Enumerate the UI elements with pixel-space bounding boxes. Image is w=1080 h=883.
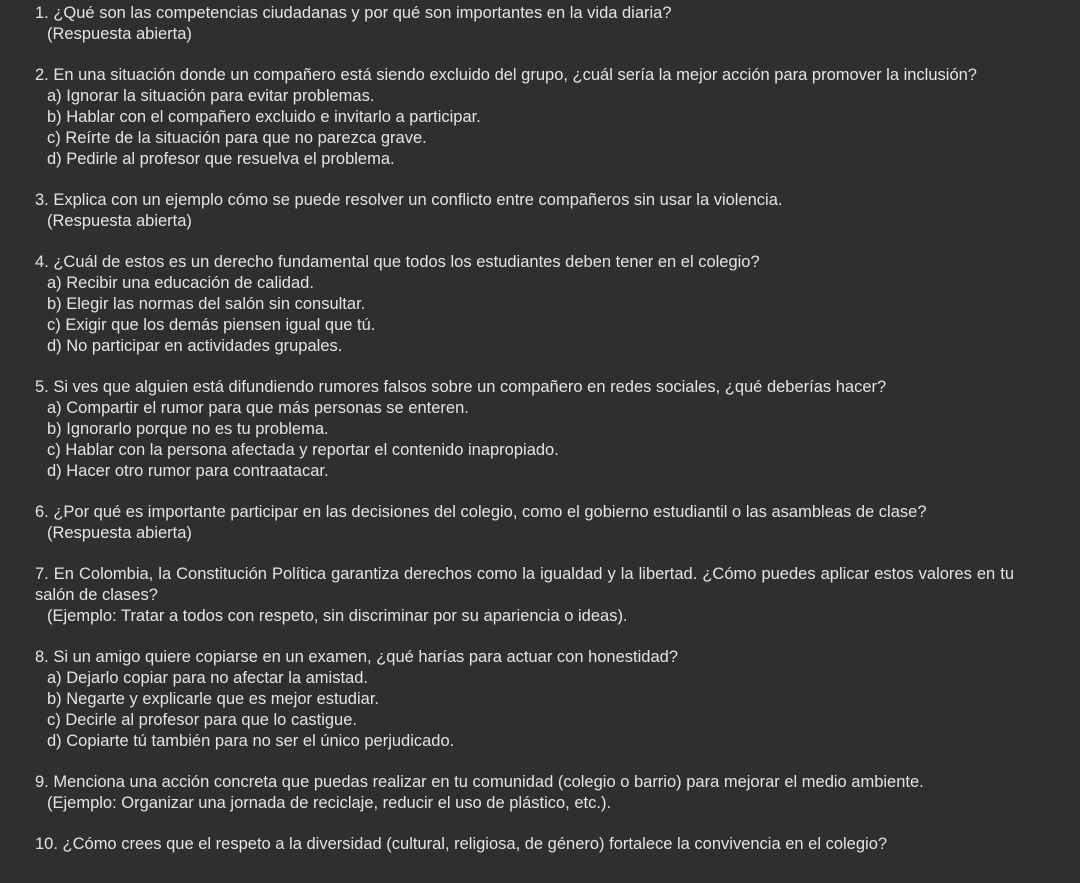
option-c: c) Reírte de la situación para que no parezca grave.	[47, 129, 427, 147]
question-text: 5. Si ves que alguien está difundiendo rumores falsos sobre un compañero en redes sociales, ¿qué deberías hacer?	[35, 378, 887, 396]
spacer	[35, 814, 1014, 834]
question-9	[35, 772, 1014, 814]
spacer	[35, 170, 1014, 190]
question-text: 10. ¿Cómo crees que el respeto a la diversidad (cultural, religiosa, de género) fortalece la convivencia en el colegio?	[35, 835, 888, 853]
spacer	[35, 544, 1014, 564]
option-a: a) Ignorar la situación para evitar problemas.	[47, 87, 375, 105]
question-text: 2. En una situación donde un compañero está siendo excluido del grupo, ¿cuál sería la mejor acción para promover la inclusión?	[35, 66, 977, 84]
answer-note: (Respuesta abierta)	[47, 524, 192, 542]
option-d: d) No participar en actividades grupales.	[47, 337, 343, 355]
question-text: 9. Menciona una acción concreta que puedas realizar en tu comunidad (colegio o barrio) para mejorar el medio ambiente.	[35, 773, 924, 791]
spacer	[35, 752, 1014, 772]
spacer	[35, 45, 1014, 65]
question-text: 6. ¿Por qué es importante participar en las decisiones del colegio, como el gobierno estudiantil o las asambleas de clase?	[35, 503, 927, 521]
question-text: 3. Explica con un ejemplo cómo se puede resolver un conflicto entre compañeros sin usar la violencia.	[35, 191, 783, 209]
option-b: b) Hablar con el compañero excluido e invitarlo a participar.	[47, 108, 481, 126]
answer-note: (Respuesta abierta)	[47, 25, 192, 43]
question-7	[35, 564, 1014, 627]
answer-note: (Ejemplo: Organizar una jornada de reciclaje, reducir el uso de plástico, etc.).	[47, 794, 612, 812]
option-d: d) Hacer otro rumor para contraatacar.	[47, 462, 329, 480]
option-d: d) Copiarte tú también para no ser el único perjudicado.	[47, 732, 455, 750]
option-a: a) Recibir una educación de calidad.	[47, 274, 314, 292]
spacer	[35, 357, 1014, 377]
question-text: 8. Si un amigo quiere copiarse en un examen, ¿qué harías para actuar con honestidad?	[35, 648, 678, 666]
spacer	[35, 232, 1014, 252]
question-text: 7. En Colombia, la Constitución Política garantiza derechos como la igualdad y la libertad. ¿Cómo puedes aplicar estos valores en tu salón de clases?	[35, 565, 1014, 604]
answer-note: (Ejemplo: Tratar a todos con respeto, sin discriminar por su apariencia o ideas).	[47, 607, 628, 625]
option-c: c) Decirle al profesor para que lo castigue.	[47, 711, 357, 729]
option-a: a) Compartir el rumor para que más personas se enteren.	[47, 399, 469, 417]
option-c: c) Hablar con la persona afectada y reportar el contenido inapropiado.	[47, 441, 559, 459]
question-1	[35, 3, 1014, 45]
option-d: d) Pedirle al profesor que resuelva el problema.	[47, 150, 395, 168]
option-b: b) Elegir las normas del salón sin consultar.	[47, 295, 366, 313]
option-a: a) Dejarlo copiar para no afectar la amistad.	[47, 669, 368, 687]
option-b: b) Ignorarlo porque no es tu problema.	[47, 420, 329, 438]
option-c: c) Exigir que los demás piensen igual que tú.	[47, 316, 376, 334]
question-10	[35, 834, 1014, 855]
question-6	[35, 502, 1014, 544]
spacer	[35, 627, 1014, 647]
question-4	[35, 252, 1014, 357]
spacer	[35, 482, 1014, 502]
question-8	[35, 647, 1014, 752]
answer-note: (Respuesta abierta)	[47, 212, 192, 230]
question-3	[35, 190, 1014, 232]
question-text: 4. ¿Cuál de estos es un derecho fundamental que todos los estudiantes deben tener en el colegio?	[35, 253, 760, 271]
question-2	[35, 65, 1014, 170]
option-b: b) Negarte y explicarle que es mejor estudiar.	[47, 690, 379, 708]
question-text: 1. ¿Qué son las competencias ciudadanas y por qué son importantes en la vida diaria?	[35, 4, 672, 22]
question-5	[35, 377, 1014, 482]
